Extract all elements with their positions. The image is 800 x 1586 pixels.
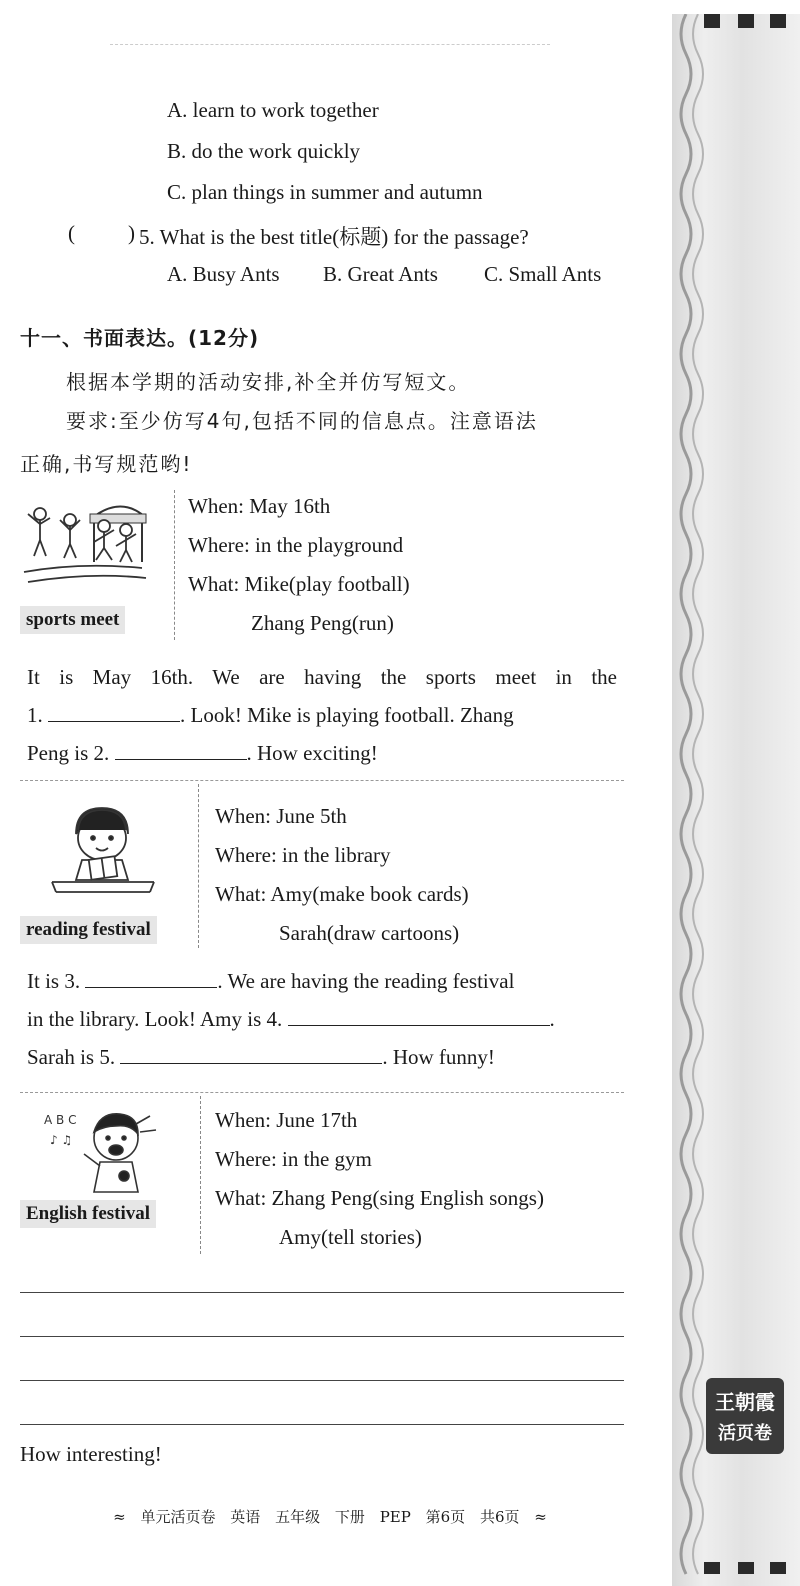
blank-number: in the library. Look! Amy is 4. (27, 1007, 283, 1031)
footer-total: 共6页 (479, 1508, 520, 1526)
blank-3-input[interactable] (85, 966, 217, 988)
brand-logo-name: 王朝霞 (715, 1390, 775, 1414)
passage-line (27, 1038, 617, 1076)
svg-text:A B C: A B C (44, 1113, 77, 1127)
closing-sentence: How interesting! (20, 1442, 162, 1466)
passage-text: . We are having the reading festival (217, 969, 515, 993)
footer-term: 下册 (334, 1508, 365, 1526)
reading-festival-illustration (46, 800, 158, 900)
blank-4-input[interactable] (288, 1004, 550, 1026)
writing-line-1[interactable] (20, 1292, 624, 1293)
passage-text: . How funny! (382, 1045, 495, 1069)
q5-option-a: A. Busy Ants (167, 262, 280, 286)
writing-line-4[interactable] (20, 1424, 624, 1425)
divider-horizontal (20, 1092, 624, 1093)
reading-festival-what: What: Amy(make book cards) (215, 882, 469, 906)
footer-wave-icon: ≈ (113, 1508, 126, 1526)
binding-mark (704, 14, 720, 28)
reading-festival-when: When: June 5th (215, 804, 347, 828)
q4-option-a: A. learn to work together (167, 98, 379, 122)
footer-edition: PEP (379, 1508, 411, 1526)
sports-meet-when: When: May 16th (188, 494, 331, 518)
footer-page: 第6页 (425, 1508, 466, 1526)
brand-logo (706, 1378, 784, 1454)
divider-vertical (200, 1096, 201, 1254)
sports-meet-passage (27, 658, 617, 772)
blank-2-input[interactable] (115, 738, 247, 760)
passage-line: It is May 16th. We are having the sports meet in the (27, 665, 617, 689)
sports-meet-where: Where: in the playground (188, 533, 404, 557)
sports-meet-what: What: Mike(play football) (188, 572, 410, 596)
footer-wave-icon: ≈ (534, 1508, 547, 1526)
brand-logo-subtitle: 活页卷 (718, 1423, 772, 1444)
divider-vertical (174, 490, 175, 640)
divider-vertical (198, 784, 199, 948)
blank-number: Peng is 2. (27, 741, 110, 765)
blank-number: It is 3. (27, 969, 81, 993)
blank-number: 1. (27, 703, 43, 727)
event-label-english-festival: English festival (20, 1200, 156, 1228)
passage-text: . Look! Mike is playing football. Zhang (180, 703, 514, 727)
english-festival-illustration (40, 1104, 160, 1198)
q5-option-b: B. Great Ants (323, 262, 438, 286)
blank-1-input[interactable] (48, 700, 180, 722)
q5-question: 5. What is the best title(标题) for the passage? (139, 225, 529, 249)
english-festival-where: Where: in the gym (215, 1147, 372, 1171)
footer-series: 单元活页卷 (140, 1508, 216, 1526)
section-title: 十一、书面表达。(12分) (20, 326, 260, 350)
q5-answer-paren-right: ) (128, 221, 135, 245)
binding-mark (770, 1562, 786, 1574)
section-requirement-2: 正确,书写规范哟! (20, 452, 193, 476)
q5-answer-paren-left: ( (68, 221, 75, 245)
binding-mark (738, 1562, 754, 1574)
reading-festival-passage (27, 962, 617, 1076)
binding-mark (770, 14, 786, 28)
blank-number: Sarah is 5. (27, 1045, 116, 1069)
q5-answer-slot[interactable] (83, 218, 127, 248)
passage-line (27, 962, 617, 1000)
top-rule (110, 44, 550, 45)
divider-horizontal (20, 780, 624, 781)
reading-festival-what-2: Sarah(draw cartoons) (279, 921, 460, 945)
binding-mark (704, 1562, 720, 1574)
writing-line-3[interactable] (20, 1380, 624, 1381)
blank-5-input[interactable] (120, 1042, 382, 1064)
passage-text: . How exciting! (246, 741, 378, 765)
event-label-sports-meet: sports meet (20, 606, 125, 634)
passage-line (27, 734, 617, 772)
english-festival-what-2: Amy(tell stories) (279, 1225, 422, 1249)
english-festival-when: When: June 17th (215, 1108, 358, 1132)
writing-line-2[interactable] (20, 1336, 624, 1337)
section-instruction: 根据本学期的活动安排,补全并仿写短文。 (66, 370, 471, 394)
binding-mark (738, 14, 754, 28)
svg-text:♪ ♫: ♪ ♫ (50, 1133, 73, 1147)
q4-option-c: C. plan things in summer and autumn (167, 180, 483, 204)
footer-grade: 五年级 (275, 1508, 321, 1526)
q5-option-c: C. Small Ants (484, 262, 602, 286)
sports-meet-what-2: Zhang Peng(run) (251, 611, 394, 635)
section-requirement-1: 要求:至少仿写4句,包括不同的信息点。注意语法 (66, 409, 538, 433)
binding-strip (672, 14, 800, 1586)
footer-subject: 英语 (230, 1508, 261, 1526)
passage-line (27, 696, 617, 734)
event-label-reading-festival: reading festival (20, 916, 157, 944)
reading-festival-where: Where: in the library (215, 843, 391, 867)
passage-line (27, 1000, 617, 1038)
sports-meet-illustration (20, 490, 148, 590)
english-festival-what: What: Zhang Peng(sing English songs) (215, 1186, 544, 1210)
page-footer (0, 1506, 660, 1527)
passage-text: . (549, 1007, 555, 1031)
q4-option-b: B. do the work quickly (167, 139, 361, 163)
wavy-edge-icon (672, 14, 712, 1586)
